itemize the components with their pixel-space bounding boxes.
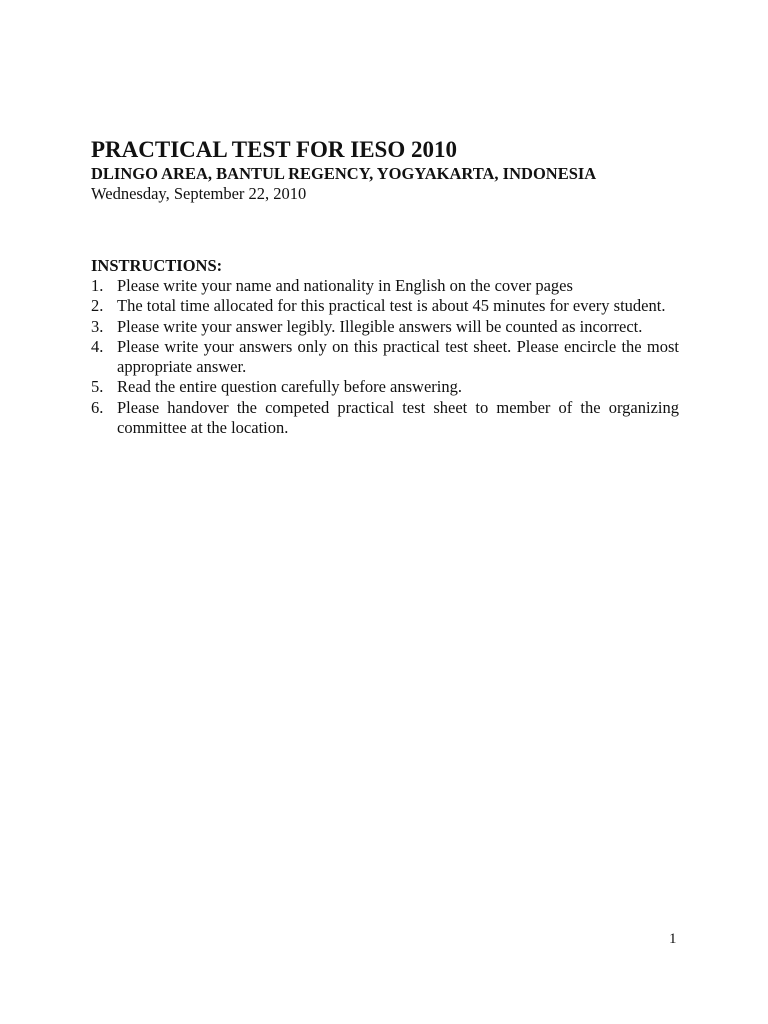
instruction-text: Please handover the competed practical test sheet to member of the organizing committee at the location.: [117, 397, 679, 438]
instruction-number: 6.: [91, 397, 104, 417]
instruction-text: Read the entire question carefully before answering.: [117, 377, 462, 397]
instruction-item-6: [91, 398, 679, 439]
instruction-item-1: [91, 276, 679, 296]
instruction-number: 5.: [91, 377, 104, 397]
document-title: PRACTICAL TEST FOR IESO 2010: [91, 137, 457, 162]
document-date: Wednesday, September 22, 2010: [91, 184, 307, 203]
instruction-item-4: [91, 337, 679, 378]
instruction-text: Please write your answers only on this practical test sheet. Please encircle the most appropriate answer.: [117, 336, 679, 377]
instruction-number: 3.: [91, 316, 104, 336]
instruction-item-5: [91, 377, 679, 397]
instructions-list: [91, 276, 679, 438]
instructions-heading: INSTRUCTIONS:: [91, 256, 223, 275]
instruction-item-3: [91, 317, 679, 337]
page-number: 1: [669, 931, 677, 947]
instruction-item-2: [91, 296, 679, 316]
instruction-number: 4.: [91, 336, 104, 356]
document-subtitle: DLINGO AREA, BANTUL REGENCY, YOGYAKARTA, INDONESIA: [91, 164, 597, 183]
instruction-text: Please write your name and nationality in English on the cover pages: [117, 276, 573, 295]
instruction-number: 2.: [91, 296, 104, 316]
instruction-text: The total time allocated for this practical test is about 45 minutes for every student.: [117, 296, 666, 316]
instruction-number: 1.: [91, 276, 104, 295]
instruction-text: Please write your answer legibly. Illegible answers will be counted as incorrect.: [117, 316, 643, 336]
